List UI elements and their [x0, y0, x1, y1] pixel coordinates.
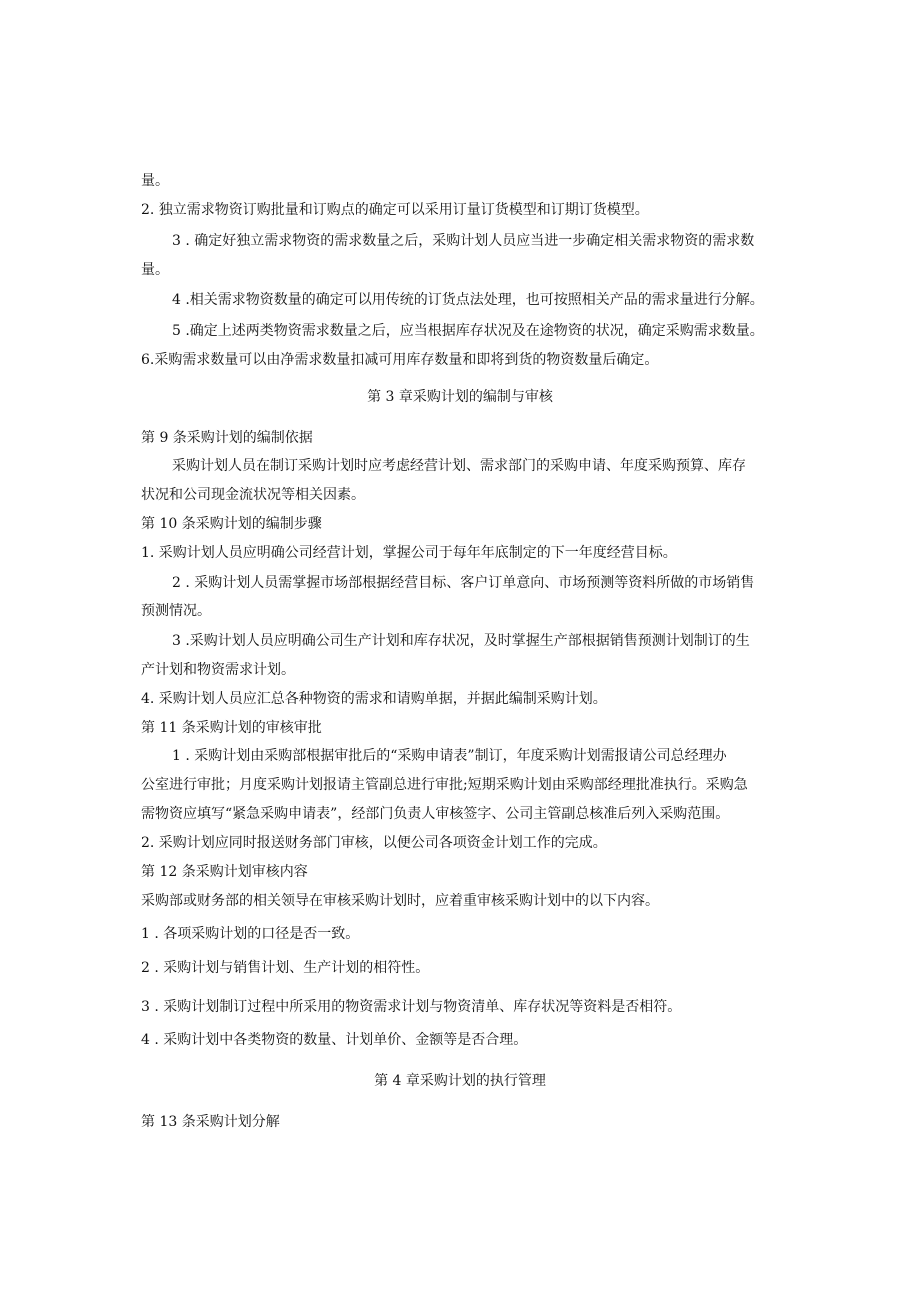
text-line-22: 2. 采购计划应同时报送财务部门审核，以便公司各项资金计划工作的完成。 [141, 835, 607, 851]
text-line-27: 3 . 采购计划制订过程中所采用的物资需求计划与物资清单、库存状况等资料是否相符。 [141, 999, 682, 1015]
text-line-3: 3 . 确定好独立需求物资的需求数量之后，采购计划人员应当进一步确定相关需求物资的需求数 [172, 233, 755, 249]
article-10-heading: 第 10 条采购计划的编制步骤 [141, 516, 322, 532]
chapter-4-heading: 第 4 章采购计划的执行管理 [374, 1073, 546, 1089]
article-9-heading: 第 9 条采购计划的编制依据 [141, 430, 313, 446]
text-line-15: 3 .采购计划人员应明确公司生产计划和库存状况，及时掌握生产部根据销售预测计划制订的生 [172, 633, 750, 649]
text-line-13: 2 . 采购计划人员需掌握市场部根据经营目标、客户订单意向、市场预测等资料所做的市场销售 [172, 575, 755, 591]
text-line-24: 采购部或财务部的相关领导在审核采购计划时，应着重审核采购计划中的以下内容。 [141, 893, 659, 909]
text-line-7: 6.采购需求数量可以由净需求数量扣减可用库存数量和即将到货的物资数量后确定。 [141, 352, 659, 368]
text-line-28: 4 . 采购计划中各类物资的数量、计划单价、金额等是否合理。 [141, 1032, 528, 1048]
text-line-19: 1 . 采购计划由采购部根据审批后的“采购申请表”制订，年度采购计划需报请公司总经理办 [172, 748, 727, 764]
text-line-21: 需物资应填写“紧急采购申请表”，经部门负责人审核签字、公司主管副总核准后列入采购范围。 [141, 806, 730, 822]
text-line-12: 1. 采购计划人员应明确公司经营计划，掌握公司于每年年底制定的下一年度经营目标。 [141, 545, 677, 561]
article-13-heading: 第 13 条采购计划分解 [141, 1114, 280, 1130]
text-line-26: 2 . 采购计划与销售计划、生产计划的相符性。 [141, 960, 430, 976]
article-12-heading: 第 12 条采购计划审核内容 [141, 864, 308, 880]
text-line-16: 产计划和物资需求计划。 [141, 662, 295, 678]
text-line-4: 量。 [141, 262, 169, 278]
text-line-20: 公室进行审批；月度采购计划报请主管副总进行审批;短期采购计划由采购部经理批准执行。采购急 [141, 777, 748, 793]
article-11-heading: 第 11 条采购计划的审核审批 [141, 720, 322, 736]
text-line-14: 预测情况。 [141, 603, 211, 619]
text-line-6: 5 .确定上述两类物资需求数量之后，应当根据库存状况及在途物资的状况，确定采购需求数量。 [172, 323, 764, 339]
chapter-3-heading: 第 3 章采购计划的编制与审核 [367, 389, 553, 405]
text-line-5: 4 .相关需求物资数量的确定可以用传统的订货点法处理，也可按照相关产品的需求量进行分解。 [172, 292, 764, 308]
text-line-25: 1 . 各项采购计划的口径是否一致。 [141, 926, 360, 942]
text-line-1: 量。 [141, 173, 169, 189]
text-line-2: 2. 独立需求物资订购批量和订购点的确定可以采用订量订货模型和订期订货模型。 [141, 202, 649, 218]
text-line-10: 状况和公司现金流状况等相关因素。 [141, 487, 365, 503]
text-line-9: 采购计划人员在制订采购计划时应考虑经营计划、需求部门的采购申请、年度采购预算、库存 [172, 458, 746, 474]
text-line-17: 4. 采购计划人员应汇总各种物资的需求和请购单据，并据此编制采购计划。 [141, 691, 607, 707]
